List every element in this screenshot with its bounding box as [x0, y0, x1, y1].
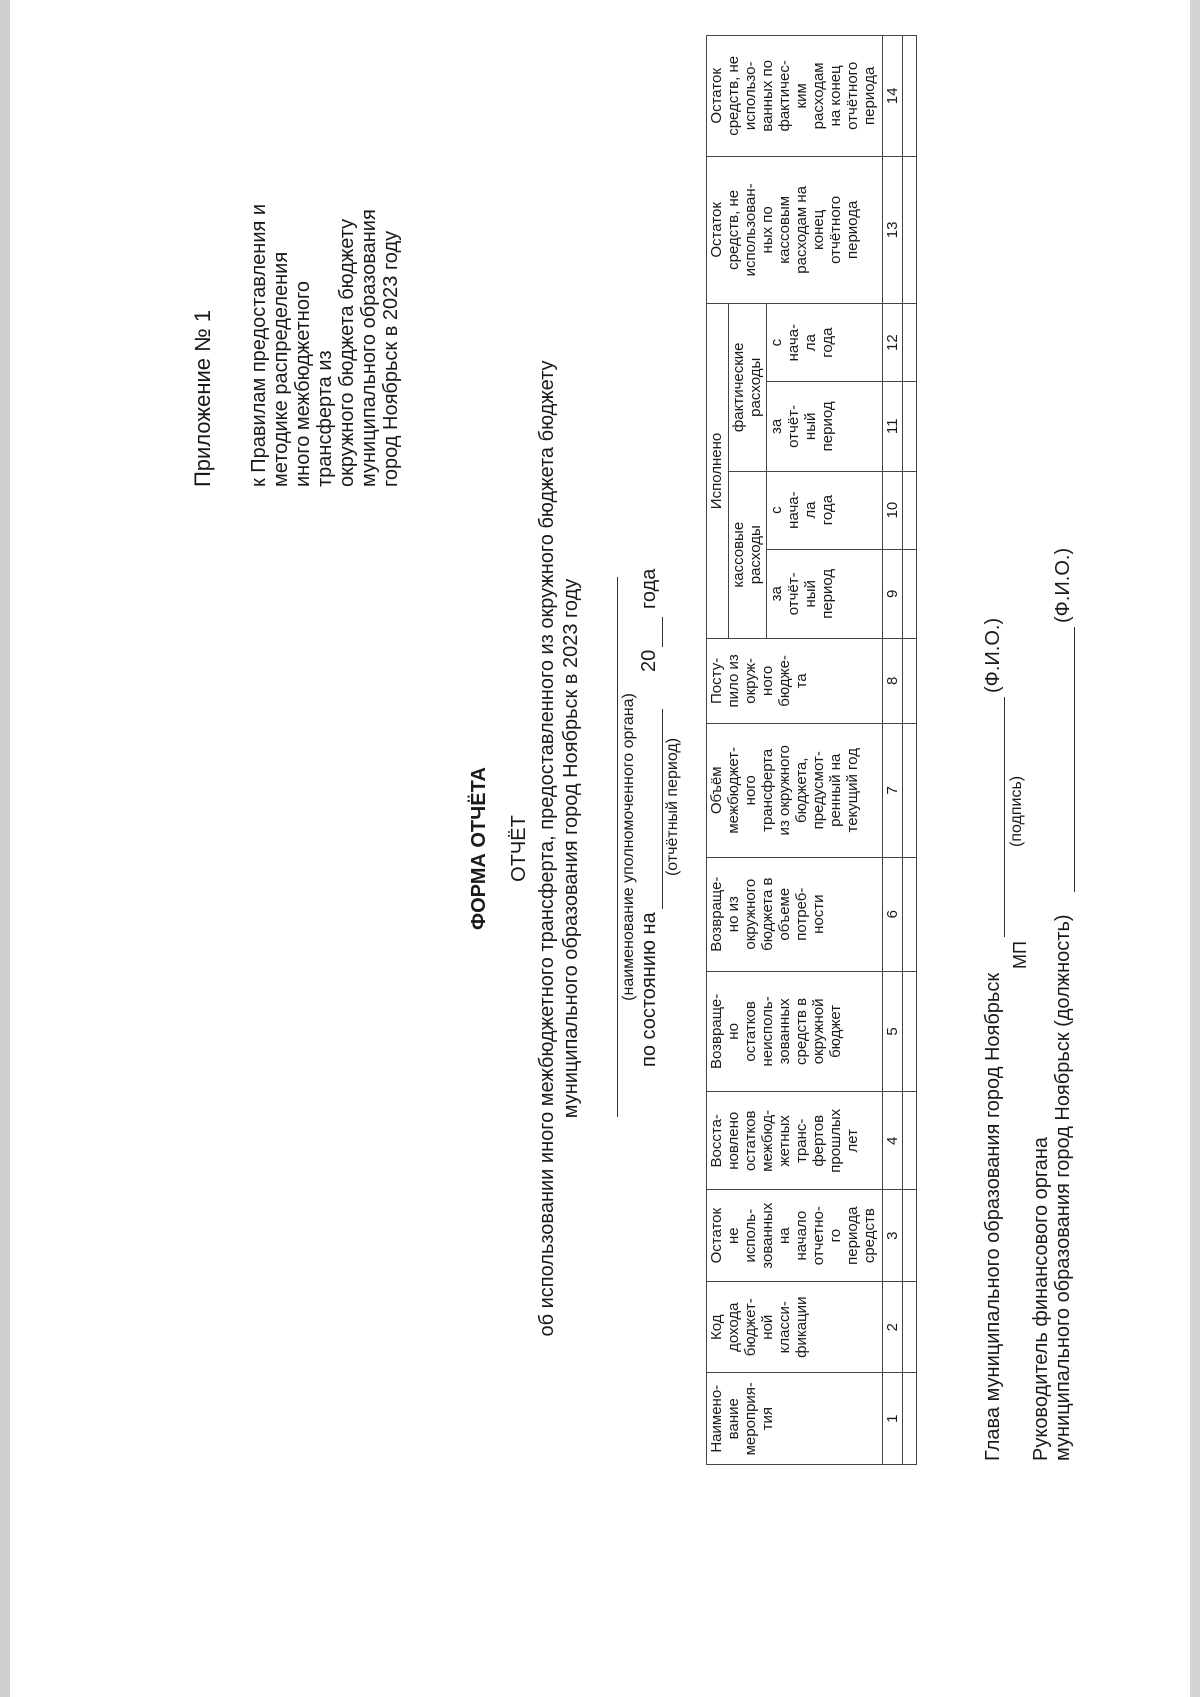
authority-caption: (наименование уполномоченного органа)	[620, 693, 637, 1001]
header-cell: за отчёт- ный период	[767, 549, 883, 638]
column-number: 3	[883, 1190, 903, 1282]
header-cell-actual: фактические расходы	[729, 304, 767, 471]
appendix-line: муниципального образования	[358, 209, 380, 487]
as-of-label: по состоянию на	[638, 912, 660, 1067]
period-caption: (отчётный период)	[664, 737, 681, 877]
table-cell	[903, 1281, 917, 1373]
column-number: 10	[883, 471, 903, 549]
table-cell	[903, 1092, 917, 1190]
header-cell: с нача- ла года	[767, 471, 883, 549]
column-number: 8	[883, 638, 903, 723]
table-cell	[903, 1190, 917, 1282]
report-table	[706, 35, 917, 1465]
column-number: 1	[883, 1373, 903, 1465]
appendix-line: город Ноябрьск в 2023 году	[380, 230, 402, 487]
year-line	[648, 617, 663, 647]
table-cell	[903, 1373, 917, 1465]
header-cell-executed: Исполнено	[707, 304, 729, 639]
finance-head-position: муниципального образования город Ноябрьск (должность)	[1052, 914, 1074, 1461]
column-number: 12	[883, 304, 903, 382]
table-cell	[903, 857, 917, 971]
appendix-line: методике распределения	[270, 251, 292, 487]
appendix-line: окружного бюджета бюджету	[336, 218, 358, 487]
column-number: 5	[883, 971, 903, 1092]
report-description	[535, 0, 583, 1697]
table-cell	[903, 471, 917, 549]
period-line	[648, 709, 663, 909]
year-prefix: 20	[638, 649, 660, 672]
form-title: ФОРМА ОТЧЁТА	[468, 767, 490, 930]
appendix-line: иного межбюджетного	[292, 281, 314, 487]
appendix-line: трансферта из	[314, 350, 336, 487]
header-cell-cash: кассовые расходы	[729, 471, 767, 638]
table-cell	[903, 382, 917, 471]
column-number: 13	[883, 156, 903, 303]
column-number: 11	[883, 382, 903, 471]
table-cell	[903, 638, 917, 723]
column-number: 9	[883, 549, 903, 638]
appendix-line: к Правилам предоставления и	[248, 203, 270, 487]
authority-name-line	[607, 577, 618, 1117]
column-number: 4	[883, 1092, 903, 1190]
head-fio: (Ф.И.О.)	[982, 617, 1004, 693]
header-cell: Остаток не исполь- зованных на начало отчетно- го периода средств	[707, 1190, 883, 1282]
report-description-line: об использовании иного межбюджетного трансферта, предоставленного из окружного бюджета бюджету	[536, 360, 558, 1337]
header-cell: Восста- новлено остатков межбюд- жетных транс- фертов прошлых лет	[707, 1092, 883, 1190]
scan-edge	[1190, 0, 1200, 1697]
header-cell: Остаток средств, не использо- ванных по фактичес- ким расходам на конец отчётного периода	[707, 36, 883, 157]
table-cell	[903, 971, 917, 1092]
table-cell	[903, 304, 917, 382]
header-cell: Возвраще- но из окружного бюджета в объеме потреб- ности	[707, 857, 883, 971]
column-number: 7	[883, 723, 903, 857]
report-title: ОТЧЁТ	[508, 815, 530, 882]
report-description-line: муниципального образования город Ноябрьск в 2023 году	[560, 578, 582, 1119]
header-cell: Посту- пило из окруж- ного бюдже- та	[707, 638, 883, 723]
stamp-place: МП	[1010, 941, 1030, 969]
finance-fio: (Ф.И.О.)	[1052, 547, 1074, 623]
header-cell: Остаток средств, не использован- ных по кассовым расходам на конец отчётного периода	[707, 156, 883, 303]
appendix-description	[248, 157, 402, 487]
table-cell	[903, 723, 917, 857]
header-cell: с нача- ла года	[767, 304, 883, 382]
header-cell: Объём межбюджет- ного трансферта из окружного бюджета, предусмот- ренный на текущий год	[707, 723, 883, 857]
table-cell	[903, 36, 917, 157]
head-label: Глава муниципального образования город Ноябрьск	[982, 972, 1004, 1461]
header-cell: за отчёт- ный период	[767, 382, 883, 471]
column-number: 14	[883, 36, 903, 157]
finance-signature-line	[1060, 627, 1075, 892]
table-cell	[903, 156, 917, 303]
header-cell: Наимено- вание мероприя- тия	[707, 1373, 883, 1465]
header-cell: Код дохода бюджет- ной класси- фикации	[707, 1281, 883, 1373]
appendix-title: Приложение № 1	[190, 309, 215, 487]
head-signature-line	[990, 697, 1005, 937]
column-number: 6	[883, 857, 903, 971]
finance-head-label: Руководитель финансового органа	[1030, 1136, 1052, 1461]
header-cell: Возвраще- но остатков неисполь- зованных средств в окружной бюджет	[707, 971, 883, 1092]
table-cell	[903, 549, 917, 638]
year-suffix: года	[638, 568, 660, 609]
column-number: 2	[883, 1281, 903, 1373]
signature-caption: (подпись)	[1008, 775, 1025, 847]
